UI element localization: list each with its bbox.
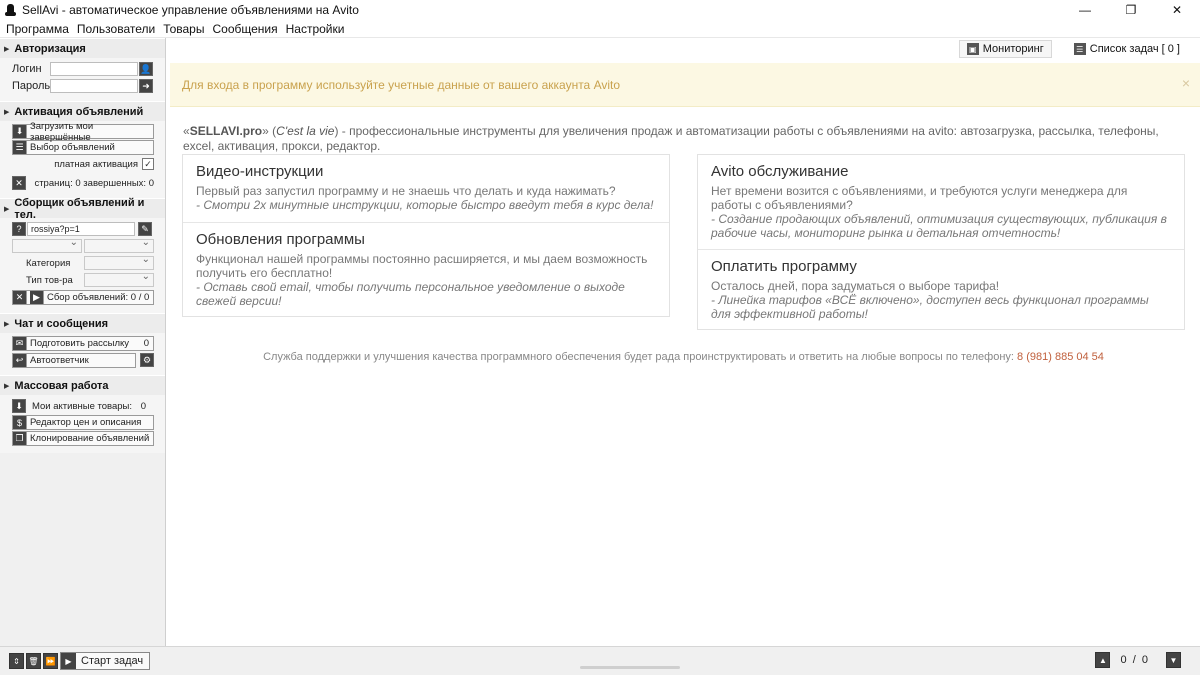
alert-text: Для входа в программу используйте учетные данные от вашего аккаунта Avito — [182, 77, 621, 92]
collapse-icon[interactable]: ⇕ — [9, 653, 24, 669]
settings-sliders-icon[interactable]: ⚙ — [140, 353, 154, 367]
active-goods-label: Мои активные товары: — [32, 400, 133, 412]
prepare-mailing-button[interactable] — [12, 336, 154, 351]
service-section[interactable] — [698, 155, 1184, 249]
pay-text: Осталось дней, пора задуматься о выборе тарифа! — [711, 279, 1000, 293]
pager — [1095, 652, 1191, 668]
select-ads-label: Выбор объявлений — [30, 142, 115, 153]
menu-program[interactable]: Программа — [6, 21, 69, 36]
paid-activation-checkbox[interactable]: ✓ — [142, 158, 154, 170]
top-toolbar — [945, 40, 1188, 58]
password-label: Пароль — [12, 80, 51, 92]
activation-section-header[interactable] — [0, 101, 165, 121]
start-tasks-button[interactable] — [60, 652, 150, 670]
support-line — [167, 351, 1200, 363]
price-editor-label: Редактор цен и описания — [30, 417, 142, 428]
chat-section-header[interactable] — [0, 313, 165, 333]
updates-section[interactable] — [183, 222, 669, 316]
message-icon: ✉ — [13, 337, 27, 350]
app-logo-icon — [4, 3, 18, 17]
service-text: Нет времени возится с объявлениями, и требуются услуги менеджера для работы с объявлениями? — [711, 184, 1128, 212]
expand-triangle-icon: ▶ — [4, 108, 10, 116]
video-text: Первый раз запустил программу и не знаешь что делать и куда нажимать? — [196, 184, 616, 198]
stop-icon[interactable]: ✕ — [13, 291, 27, 304]
menu-users[interactable]: Пользователи — [76, 21, 156, 36]
login-arrow-icon[interactable]: ➜ — [139, 79, 153, 93]
chat-section-title: Чат и сообщения — [14, 317, 109, 330]
menu-messages[interactable]: Сообщения — [212, 21, 278, 36]
left-card — [182, 154, 670, 317]
mass-section-title: Массовая работа — [14, 379, 109, 392]
intro-motto: C'est la vie — [276, 124, 335, 138]
alert-close-icon[interactable]: × — [1181, 75, 1190, 91]
expand-triangle-icon: ▶ — [4, 320, 10, 328]
video-section[interactable] — [183, 155, 669, 222]
activation-section — [0, 121, 165, 198]
restore-button[interactable]: ❐ — [1125, 3, 1137, 17]
active-goods-count: 0 — [140, 400, 146, 412]
expand-triangle-icon: ▶ — [4, 382, 10, 390]
resize-handle[interactable] — [580, 666, 680, 669]
play-icon: ▶ — [61, 653, 76, 669]
download-icon[interactable]: ⬇ — [12, 399, 26, 413]
login-field[interactable] — [50, 62, 138, 76]
list-icon: ☰ — [13, 141, 27, 154]
chat-section — [0, 333, 165, 375]
intro-open-quote: « — [183, 124, 190, 138]
city-select[interactable] — [84, 239, 154, 253]
task-controls — [9, 652, 150, 670]
task-counter: 0 / 0 — [1120, 654, 1148, 666]
autoresponder-icon: ↩ — [13, 354, 27, 367]
load-completed-label: Загрузить мои завершённые — [30, 120, 94, 143]
close-button[interactable]: ✕ — [1171, 3, 1183, 17]
activation-section-title: Активация объявлений — [14, 105, 144, 118]
clone-ads-button[interactable] — [12, 431, 154, 446]
collector-section-title: Сборщик объявлений и тел. — [14, 196, 145, 221]
type-select[interactable] — [84, 273, 154, 287]
updates-em: - Оставь свой email, чтобы получить персональное уведомление о выходе свежей версии! — [196, 280, 625, 308]
login-label: Логин — [12, 63, 42, 75]
cancel-icon[interactable]: ✕ — [12, 176, 26, 190]
dollar-icon: $ — [13, 416, 27, 429]
auth-section-title: Авторизация — [14, 42, 86, 55]
pay-em: - Линейка тарифов «ВСЁ включено», доступен весь функционал программы для эффективной работы! — [711, 293, 1149, 321]
page-down-icon[interactable]: ▼ — [1166, 652, 1181, 668]
monitoring-button[interactable] — [959, 40, 1052, 58]
autoresponder-label: Автоответчик — [30, 354, 89, 366]
prepare-mailing-label: Подготовить рассылку — [30, 338, 130, 349]
help-icon[interactable]: ? — [12, 222, 26, 236]
edit-icon[interactable]: ✎ — [138, 222, 152, 236]
fast-forward-icon[interactable]: ⏩ — [43, 653, 58, 669]
autoresponder-button[interactable] — [12, 353, 136, 368]
intro-brand[interactable]: SELLAVI.pro — [189, 124, 263, 138]
play-icon[interactable]: ▶ — [30, 291, 44, 304]
collect-ads-button[interactable] — [12, 290, 154, 305]
video-title[interactable]: Видео-инструкции — [196, 163, 324, 180]
auth-section — [0, 58, 165, 101]
paid-activation-label: платная активация — [54, 158, 138, 170]
expand-triangle-icon: ▶ — [4, 205, 10, 213]
intro-close-quote: » ( — [262, 124, 277, 138]
task-list-button[interactable] — [1066, 40, 1188, 58]
updates-title[interactable]: Обновления программы — [196, 231, 365, 248]
type-label: Тип тов-ра — [26, 274, 73, 286]
category-label: Категория — [26, 257, 71, 269]
collector-section — [0, 218, 165, 313]
pay-section[interactable] — [698, 249, 1184, 329]
start-tasks-label: Старт задач — [81, 655, 144, 667]
collect-ads-label: Сбор объявлений: 0 / 0 — [47, 292, 150, 303]
pay-title[interactable]: Оплатить программу — [711, 258, 857, 275]
collector-section-header[interactable] — [0, 196, 165, 221]
url-field[interactable]: rossiya?p=1 — [27, 222, 135, 236]
category-select[interactable] — [84, 256, 154, 270]
login-alert — [170, 63, 1200, 107]
page-up-icon[interactable]: ▲ — [1095, 652, 1110, 668]
task-list-label: Список задач [ 0 ] — [1089, 43, 1180, 55]
updates-text: Функционал нашей программы постоянно расширяется, и мы даем возможность получить его бесплатно! — [196, 252, 648, 280]
window-title: SellAvi - автоматическое управление объявлениями на Avito — [22, 3, 359, 17]
monitor-icon: ▣ — [967, 43, 979, 55]
minimize-button[interactable]: — — [1079, 3, 1091, 17]
download-icon: ⬇ — [13, 125, 27, 138]
title-bar — [0, 0, 1200, 20]
mailing-count: 0 — [143, 338, 149, 349]
mass-section — [0, 395, 165, 453]
intro-description: ) - профессиональные инструменты для увеличения продаж и автоматизации работы с объявлениями на avito: автозагрузка, рассылка, телефоны, excel, активация, прокси, редактор. — [183, 124, 1159, 153]
price-editor-button[interactable] — [12, 415, 154, 430]
expand-triangle-icon: ▶ — [4, 45, 10, 53]
task-list-icon: ☰ — [1074, 43, 1086, 55]
region-select[interactable] — [12, 239, 82, 253]
mass-section-header[interactable] — [0, 375, 165, 395]
pages-status: страниц: 0 завершенных: 0 — [34, 177, 154, 189]
trash-icon[interactable]: 🗑 — [26, 653, 41, 669]
service-title[interactable]: Avito обслуживание — [711, 163, 849, 180]
intro-text — [183, 124, 1188, 154]
auth-section-header[interactable] — [0, 38, 165, 58]
menu-settings[interactable]: Настройки — [285, 21, 345, 36]
sidebar — [0, 38, 166, 646]
clone-icon: ❐ — [13, 432, 27, 445]
monitoring-label: Мониторинг — [982, 43, 1044, 55]
right-card — [697, 154, 1185, 330]
video-em: - Смотри 2х минутные инструкции, которые быстро введут тебя в курс дела! — [196, 198, 654, 212]
menu-bar — [0, 20, 1200, 38]
service-em: - Создание продающих объявлений, оптимизация существующих, публикация в рабочие часы, мониторинг рынка и детальная отчетность! — [711, 212, 1167, 240]
window-controls — [1062, 0, 1200, 20]
main-panel — [167, 38, 1200, 646]
bottom-bar — [0, 646, 1200, 675]
password-field[interactable] — [50, 79, 138, 93]
menu-goods[interactable]: Товары — [163, 21, 205, 36]
user-icon[interactable]: 👤 — [139, 62, 153, 76]
clone-ads-label: Клонирование объявлений — [30, 433, 150, 444]
support-phone[interactable]: 8 (981) 885 04 54 — [1017, 351, 1104, 363]
load-completed-button[interactable] — [12, 120, 154, 143]
support-text: Служба поддержки и улучшения качества программного обеспечения будет рада проинструктировать и ответить на любые вопросы по телефону: — [263, 351, 1018, 363]
